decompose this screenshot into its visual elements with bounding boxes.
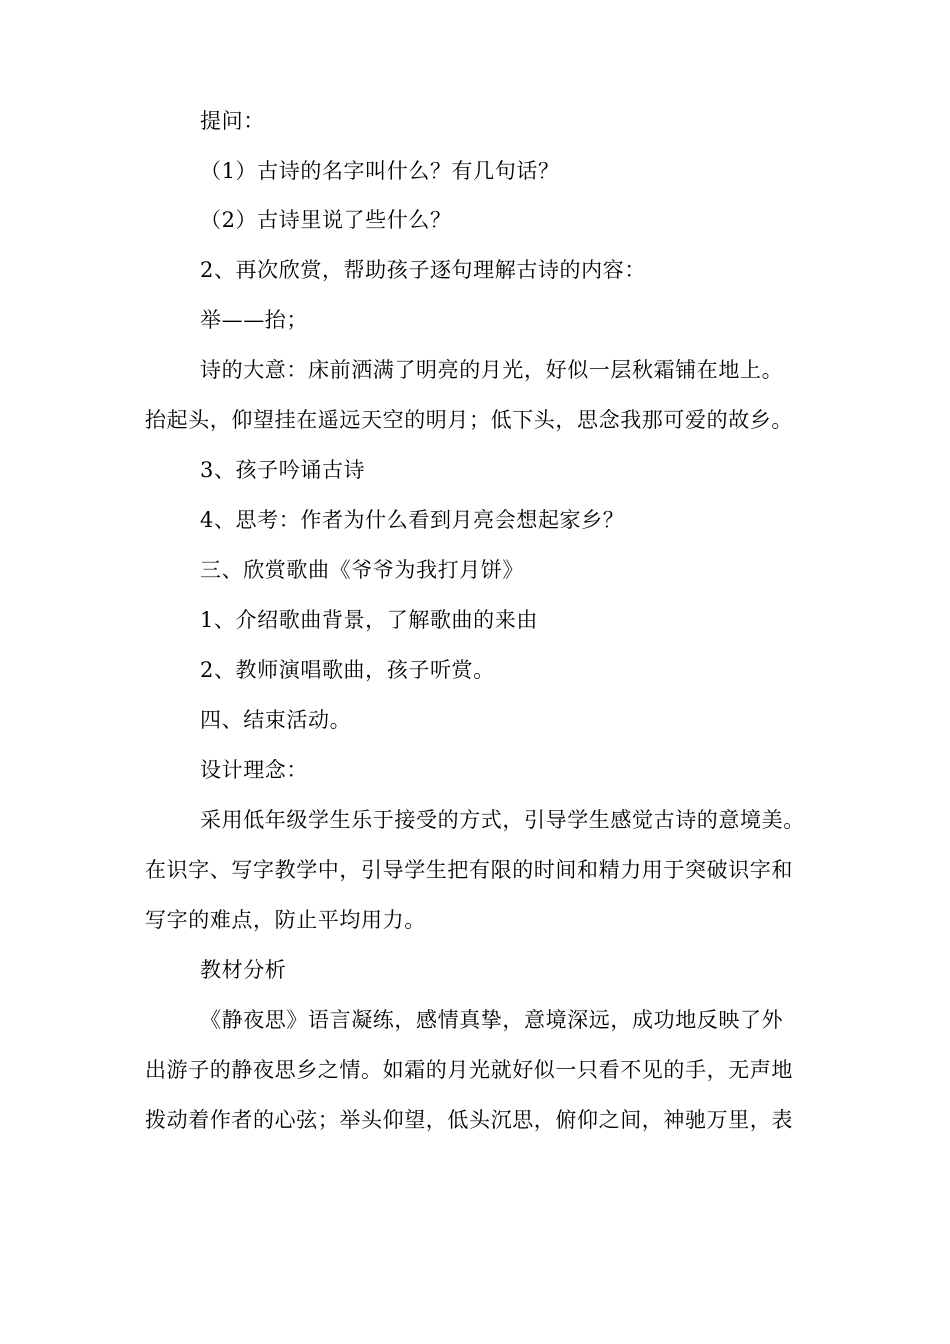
design-concept-line-3: 写字的难点，防止平均用力。 [145, 908, 426, 932]
material-analysis-line-3: 拨动着作者的心弦；举头仰望，低头沉思，俯仰之间，神驰万里，表 [145, 1108, 793, 1132]
material-analysis-line-1: 《静夜思》语言凝练，感情真挚，意境深远，成功地反映了外 [200, 1008, 784, 1032]
design-concept-heading: 设计理念： [200, 758, 308, 782]
song-step-2: 2、教师演唱歌曲，孩子听赏。 [200, 658, 495, 682]
design-concept-line-2: 在识字、写字教学中，引导学生把有限的时间和精力用于突破识字和 [145, 858, 793, 882]
poem-meaning-line-2: 抬起头，仰望挂在遥远天空的明月；低下头，思念我那可爱的故乡。 [145, 408, 793, 432]
question-heading: 提问： [200, 109, 265, 133]
material-analysis-line-2: 出游子的静夜思乡之情。如霜的月光就好似一只看不见的手，无声地 [145, 1058, 793, 1082]
section-4-end: 四、结束活动。 [200, 708, 352, 732]
word-explanation: 举——抬； [200, 308, 308, 332]
poem-meaning-line-1: 诗的大意：床前洒满了明亮的月光，好似一层秋霜铺在地上。 [200, 358, 784, 382]
step-3-recite: 3、孩子吟诵古诗 [200, 458, 366, 482]
question-2: （2）古诗里说了些什么？ [200, 208, 452, 232]
step-4-think: 4、思考：作者为什么看到月亮会想起家乡？ [200, 508, 625, 532]
question-1: （1）古诗的名字叫什么？有几句话？ [200, 159, 560, 183]
song-step-1: 1、介绍歌曲背景，了解歌曲的来由 [200, 608, 538, 632]
design-concept-line-1: 采用低年级学生乐于接受的方式，引导学生感觉古诗的意境美。 [200, 808, 805, 832]
material-analysis-heading: 教材分析 [200, 958, 287, 982]
section-3-song: 三、欣赏歌曲《爷爷为我打月饼》 [200, 558, 524, 582]
step-2-appreciate-again: 2、再次欣赏，帮助孩子逐句理解古诗的内容： [200, 258, 646, 282]
